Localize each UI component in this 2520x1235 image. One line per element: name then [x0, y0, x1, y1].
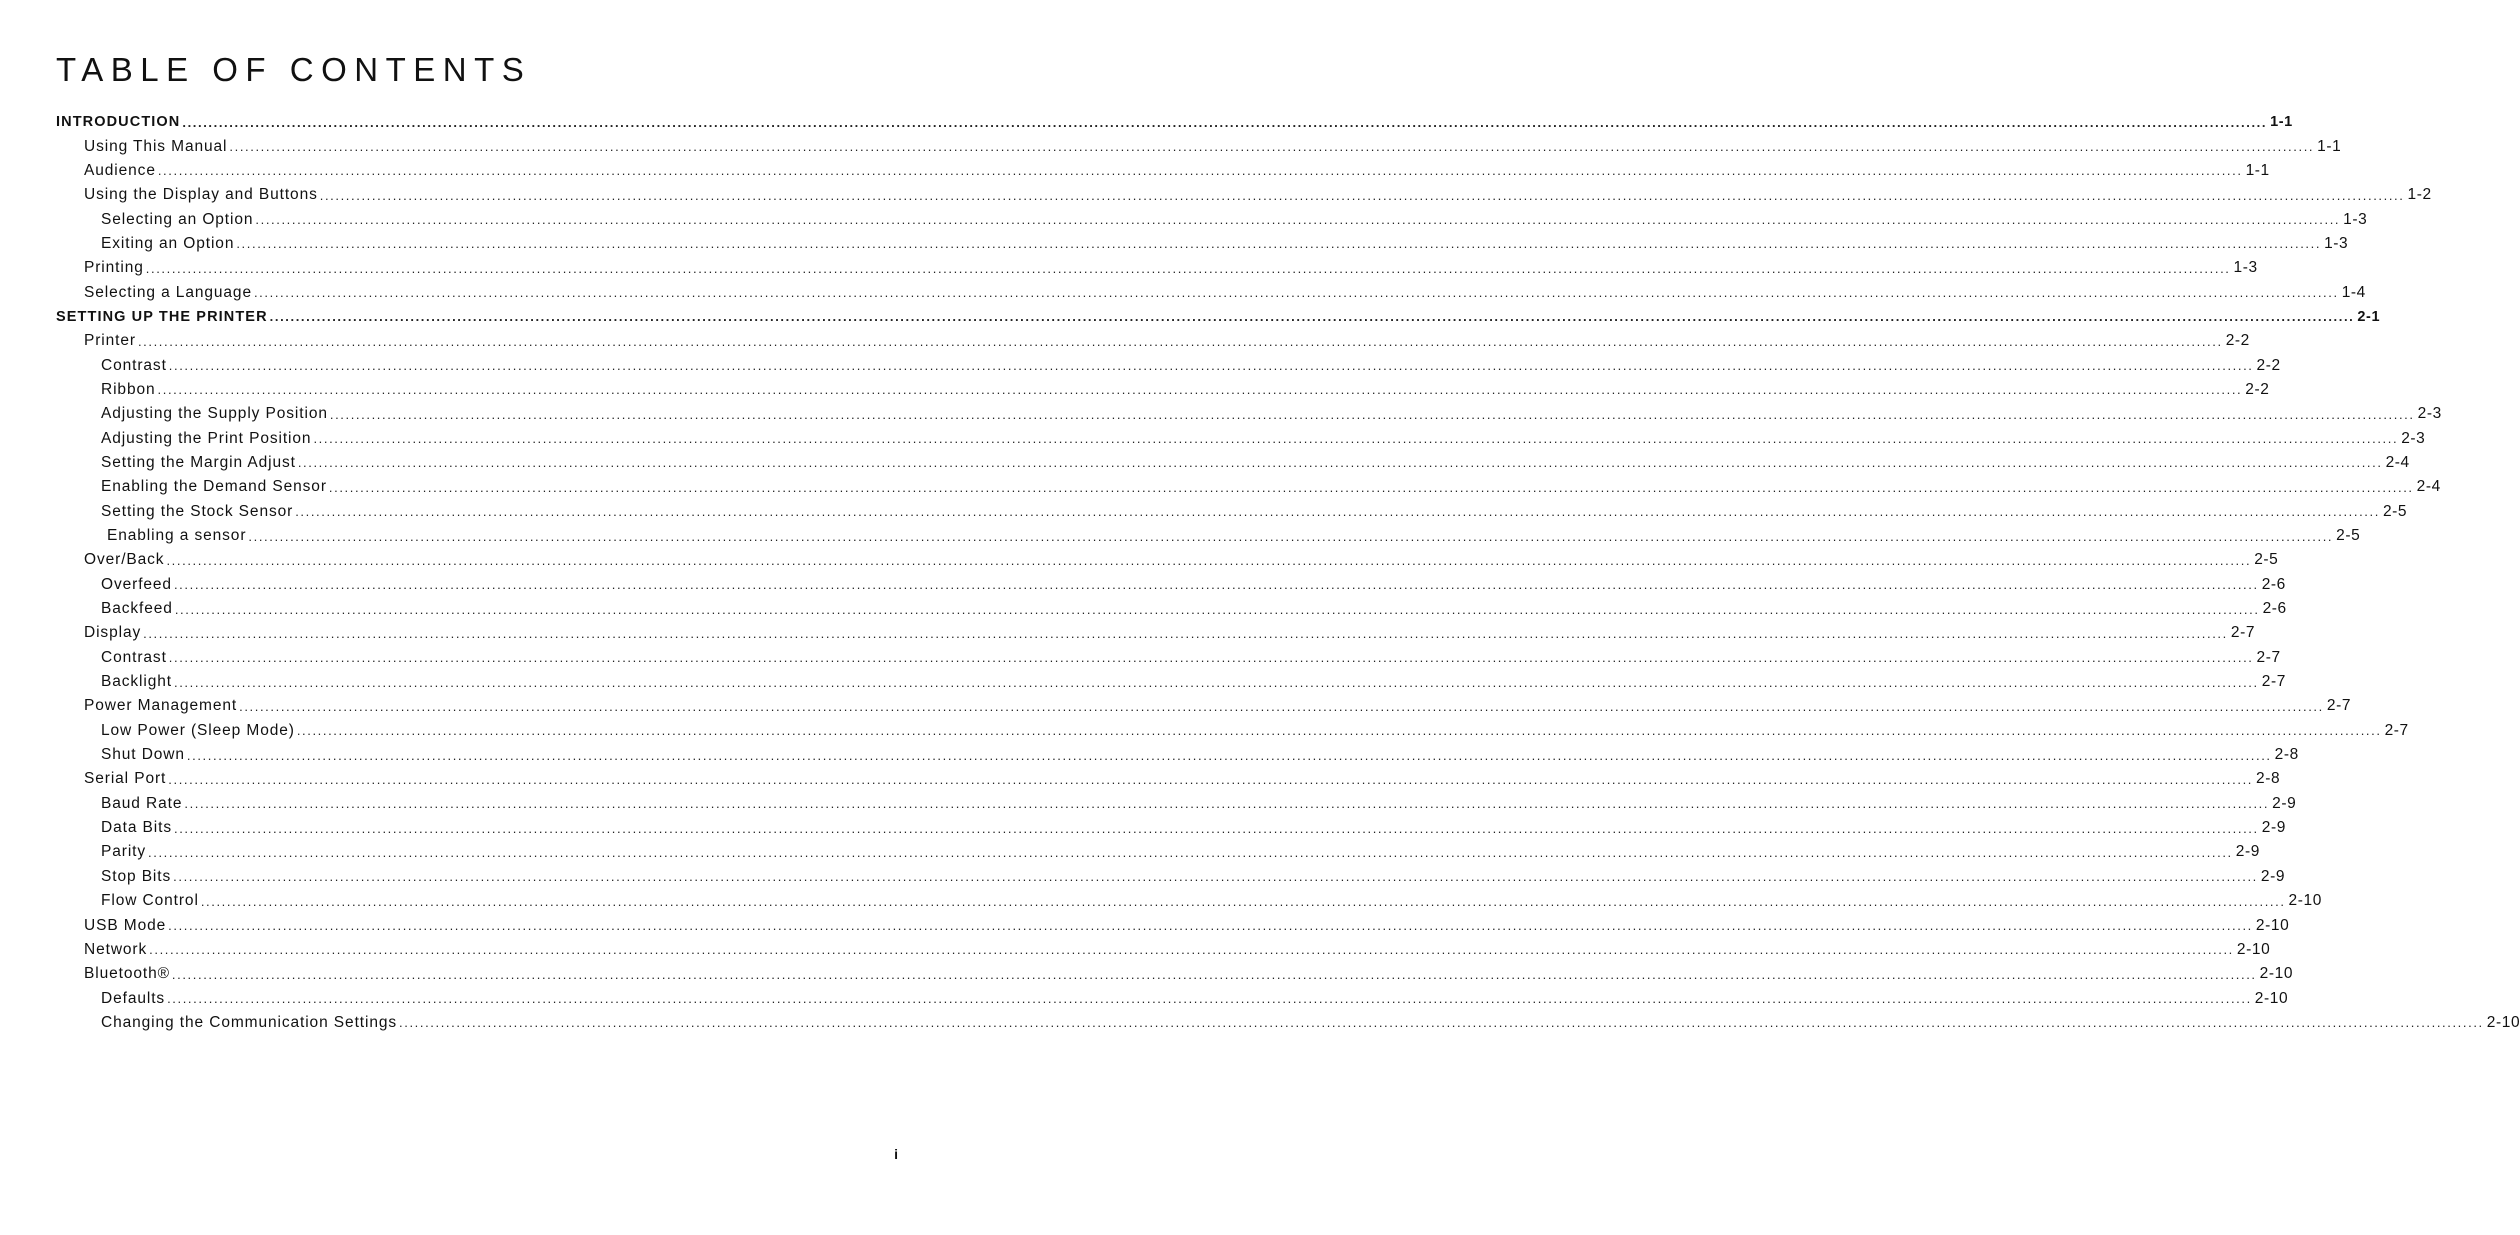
dot-leader: ................................................................................................................................................................................................................................................................................................................................................................................................................ [167, 991, 2252, 1007]
toc-entry-page: 2-4 [2385, 453, 2410, 471]
toc-entry-page: 2-3 [2401, 429, 2426, 447]
table-of-contents [56, 110, 2520, 1035]
toc-entry-page: 2-6 [2261, 575, 2286, 593]
toc-entry-label: Backfeed [101, 600, 173, 618]
toc-entry[interactable] [56, 475, 2441, 499]
toc-entry-label: Baud Rate [101, 794, 183, 812]
toc-entry-label: USB Mode [84, 916, 167, 934]
toc-entry-page: 2-8 [2274, 746, 2299, 764]
toc-entry-label: Audience [84, 161, 156, 179]
dot-leader: ................................................................................................................................................................................................................................................................................................................................................................................................................ [269, 309, 2355, 325]
toc-entry[interactable] [56, 524, 2361, 548]
toc-entry[interactable] [56, 329, 2250, 353]
toc-entry-page: 2-6 [2262, 600, 2287, 618]
toc-entry-label: Over/Back [84, 551, 165, 569]
toc-section-entry[interactable] [56, 110, 2293, 134]
toc-entry-label: Setting the Margin Adjust [101, 453, 296, 471]
toc-entry-label: Stop Bits [101, 867, 172, 885]
toc-entry-page: 2-7 [2261, 673, 2286, 691]
toc-entry-page: 2-5 [2336, 527, 2361, 545]
toc-entry-label: Power Management [84, 697, 238, 715]
toc-entry[interactable] [56, 1011, 2520, 1035]
dot-leader: ................................................................................................................................................................................................................................................................................................................................................................................................................ [149, 942, 2234, 958]
dot-leader: ................................................................................................................................................................................................................................................................................................................................................................................................................ [166, 552, 2252, 568]
toc-entry-label: Overfeed [101, 575, 172, 593]
toc-entry-label: Contrast [101, 356, 167, 374]
toc-entry-label: Exiting an Option [101, 234, 235, 252]
toc-entry-page: 2-9 [2260, 867, 2286, 885]
toc-entry[interactable] [56, 719, 2409, 743]
toc-entry-page: 1-3 [2233, 259, 2258, 277]
toc-entry-page: 2-5 [2382, 502, 2408, 520]
dot-leader: ................................................................................................................................................................................................................................................................................................................................................................................................................ [229, 139, 2315, 155]
toc-entry-label: Adjusting the Supply Position [101, 405, 328, 423]
toc-entry-label: Ribbon [101, 380, 156, 398]
toc-entry[interactable] [56, 159, 2270, 183]
toc-entry-label: Defaults [101, 989, 166, 1007]
toc-entry[interactable] [56, 134, 2342, 158]
toc-entry[interactable] [56, 889, 2322, 913]
toc-entry-label: Setting the Stock Sensor [101, 502, 294, 520]
toc-entry-page: 2-8 [2256, 770, 2281, 788]
toc-entry-page: 2-10 [2288, 892, 2322, 910]
toc-entry-page: 1-1 [2245, 161, 2270, 179]
toc-entry-label: Parity [101, 843, 147, 861]
toc-entry-label: Flow Control [101, 892, 199, 910]
toc-entry-page: 1-4 [2341, 283, 2366, 301]
toc-entry-label: Shut Down [101, 746, 185, 764]
toc-entry-label: INTRODUCTION [56, 114, 181, 131]
dot-leader: ................................................................................................................................................................................................................................................................................................................................................................................................................ [171, 966, 2257, 982]
page-title: TABLE OF CONTENTS [56, 51, 532, 88]
toc-entry-page: 2-7 [2256, 648, 2281, 666]
toc-entry[interactable] [56, 986, 2289, 1010]
toc-entry[interactable] [56, 280, 2366, 304]
dot-leader: ................................................................................................................................................................................................................................................................................................................................................................................................................ [174, 820, 2259, 836]
toc-entry-page: 2-3 [2417, 405, 2442, 423]
dot-leader: ................................................................................................................................................................................................................................................................................................................................................................................................................ [157, 163, 2243, 179]
toc-entry-page: 2-10 [2236, 940, 2271, 958]
toc-entry[interactable] [56, 767, 2281, 791]
dot-leader: ................................................................................................................................................................................................................................................................................................................................................................................................................ [239, 698, 2324, 714]
toc-entry[interactable] [56, 597, 2287, 621]
toc-entry-label: Enabling a sensor [107, 527, 247, 545]
dot-leader: ................................................................................................................................................................................................................................................................................................................................................................................................................ [182, 114, 2268, 130]
toc-entry-label: Printer [84, 332, 136, 350]
dot-leader: ................................................................................................................................................................................................................................................................................................................................................................................................................ [168, 650, 2254, 666]
toc-entry-page: 2-9 [2272, 794, 2297, 812]
toc-entry-label: Enabling the Demand Sensor [101, 478, 327, 496]
toc-entry-page: 1-3 [2343, 210, 2368, 228]
toc-entry-page: 2-10 [2255, 916, 2290, 934]
toc-entry-label: Selecting a Language [84, 283, 252, 301]
toc-entry[interactable] [56, 426, 2426, 450]
toc-entry-page: 1-3 [2324, 234, 2349, 252]
dot-leader: ................................................................................................................................................................................................................................................................................................................................................................................................................ [168, 918, 2253, 934]
toc-entry-label: Using the Display and Buttons [84, 186, 318, 204]
dot-leader: ................................................................................................................................................................................................................................................................................................................................................................................................................ [168, 771, 2253, 787]
toc-entry-label: Data Bits [101, 819, 172, 837]
toc-entry[interactable] [56, 621, 2256, 645]
toc-entry[interactable] [56, 962, 2294, 986]
dot-leader: ................................................................................................................................................................................................................................................................................................................................................................................................................ [157, 382, 2243, 398]
dot-leader: ................................................................................................................................................................................................................................................................................................................................................................................................................ [186, 747, 2272, 763]
dot-leader: ................................................................................................................................................................................................................................................................................................................................................................................................................ [137, 333, 2223, 349]
toc-entry[interactable] [56, 743, 2299, 767]
toc-entry-page: 1-1 [2317, 137, 2342, 155]
dot-leader: ................................................................................................................................................................................................................................................................................................................................................................................................................ [399, 1015, 2484, 1031]
toc-entry-page: 2-1 [2357, 308, 2381, 325]
toc-entry-page: 2-7 [2230, 624, 2256, 642]
toc-entry[interactable] [56, 183, 2432, 207]
toc-entry-page: 2-2 [2245, 380, 2270, 398]
toc-section-entry[interactable] [56, 305, 2381, 329]
toc-entry-label: Backlight [101, 673, 172, 691]
dot-leader: ................................................................................................................................................................................................................................................................................................................................................................................................................ [253, 285, 2339, 301]
toc-entry-page: 2-2 [2225, 332, 2250, 350]
toc-entry[interactable] [56, 378, 2270, 402]
toc-entry-page: 2-10 [2259, 965, 2294, 983]
dot-leader: ................................................................................................................................................................................................................................................................................................................................................................................................................ [296, 723, 2382, 739]
toc-entry-label: Network [84, 940, 148, 958]
toc-entry-page: 2-9 [2261, 819, 2286, 837]
dot-leader: ................................................................................................................................................................................................................................................................................................................................................................................................................ [173, 577, 2259, 593]
toc-entry-page: 1-1 [2270, 114, 2293, 131]
toc-entry-page: 2-5 [2254, 551, 2279, 569]
dot-leader: ................................................................................................................................................................................................................................................................................................................................................................................................................ [174, 601, 2260, 617]
toc-entry[interactable] [56, 402, 2442, 426]
dot-leader: ................................................................................................................................................................................................................................................................................................................................................................................................................ [143, 625, 2228, 641]
dot-leader: ................................................................................................................................................................................................................................................................................................................................................................................................................ [313, 431, 2399, 447]
toc-entry-label: Printing [84, 259, 144, 277]
toc-entry[interactable] [56, 938, 2271, 962]
toc-entry-label: Selecting an Option [101, 210, 254, 228]
toc-entry[interactable] [56, 792, 2297, 816]
dot-leader: ................................................................................................................................................................................................................................................................................................................................................................................................................ [248, 528, 2334, 544]
toc-entry[interactable] [56, 207, 2368, 231]
toc-entry-page: 2-7 [2326, 697, 2352, 715]
toc-entry-label: Low Power (Sleep Mode) [101, 721, 295, 739]
dot-leader: ................................................................................................................................................................................................................................................................................................................................................................................................................ [173, 869, 2258, 885]
toc-entry-label: Changing the Communication Settings [101, 1013, 398, 1031]
dot-leader: ................................................................................................................................................................................................................................................................................................................................................................................................................ [184, 796, 2270, 812]
dot-leader: ................................................................................................................................................................................................................................................................................................................................................................................................................ [255, 212, 2341, 228]
toc-entry-page: 2-2 [2256, 356, 2281, 374]
toc-entry-label: SETTING UP THE PRINTER [56, 308, 268, 325]
dot-leader: ................................................................................................................................................................................................................................................................................................................................................................................................................ [328, 479, 2414, 495]
toc-entry[interactable] [56, 646, 2281, 670]
toc-entry[interactable] [56, 694, 2352, 718]
dot-leader: ................................................................................................................................................................................................................................................................................................................................................................................................................ [145, 260, 2231, 276]
toc-entry-page: 1-2 [2407, 186, 2432, 204]
toc-entry[interactable] [56, 232, 2349, 256]
toc-entry[interactable] [56, 840, 2260, 864]
toc-entry-label: Serial Port [84, 770, 167, 788]
toc-entry-label: Adjusting the Print Position [101, 429, 312, 447]
toc-entry[interactable] [56, 256, 2258, 280]
dot-leader: ................................................................................................................................................................................................................................................................................................................................................................................................................ [148, 844, 2233, 860]
toc-entry-page: 2-9 [2235, 843, 2260, 861]
toc-entry[interactable] [56, 500, 2408, 524]
toc-entry[interactable] [56, 451, 2410, 475]
toc-entry[interactable] [56, 670, 2286, 694]
toc-entry-page: 2-4 [2416, 478, 2441, 496]
toc-entry[interactable] [56, 816, 2286, 840]
toc-entry-page: 2-10 [2254, 989, 2289, 1007]
toc-entry[interactable] [56, 573, 2286, 597]
toc-entry[interactable] [56, 353, 2281, 377]
toc-entry-page: 2-10 [2486, 1013, 2520, 1031]
toc-entry[interactable] [56, 913, 2290, 937]
dot-leader: ................................................................................................................................................................................................................................................................................................................................................................................................................ [297, 455, 2383, 471]
dot-leader: ................................................................................................................................................................................................................................................................................................................................................................................................................ [200, 893, 2286, 909]
dot-leader: ................................................................................................................................................................................................................................................................................................................................................................................................................ [236, 236, 2322, 252]
toc-entry[interactable] [56, 865, 2286, 889]
dot-leader: ................................................................................................................................................................................................................................................................................................................................................................................................................ [174, 674, 2259, 690]
toc-entry-label: Contrast [101, 648, 167, 666]
dot-leader: ................................................................................................................................................................................................................................................................................................................................................................................................................ [295, 504, 2380, 520]
toc-entry[interactable] [56, 548, 2279, 572]
dot-leader: ................................................................................................................................................................................................................................................................................................................................................................................................................ [168, 358, 2254, 374]
page-number: i [894, 1146, 898, 1162]
dot-leader: ................................................................................................................................................................................................................................................................................................................................................................................................................ [319, 187, 2405, 203]
toc-entry-label: Bluetooth® [84, 965, 170, 983]
dot-leader: ................................................................................................................................................................................................................................................................................................................................................................................................................ [329, 406, 2415, 422]
toc-entry-label: Display [84, 624, 142, 642]
toc-entry-page: 2-7 [2384, 721, 2409, 739]
toc-entry-label: Using This Manual [84, 137, 228, 155]
